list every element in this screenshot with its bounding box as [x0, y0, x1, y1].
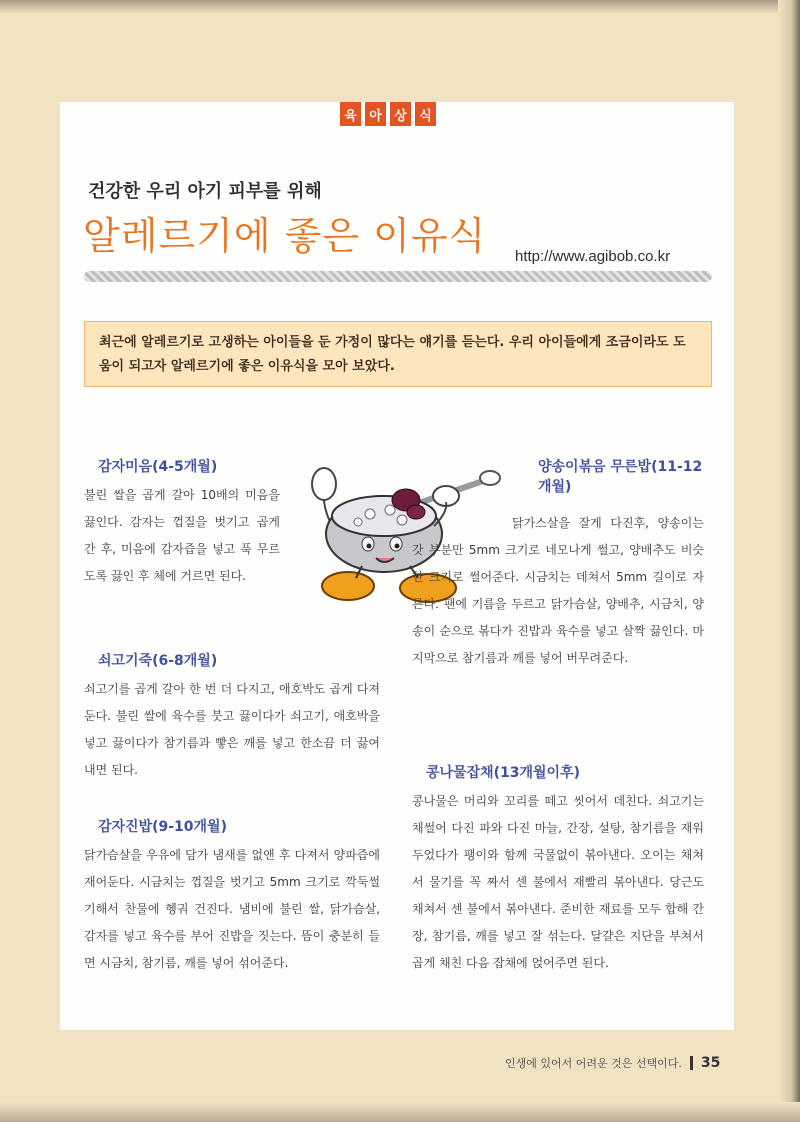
recipe-section — [508, 456, 704, 502]
footer-divider — [690, 1056, 693, 1070]
page-number: 35 — [700, 1055, 721, 1071]
category-tag-char: 상 — [390, 102, 411, 126]
article-title: 알레르기에 좋은 이유식 — [83, 214, 487, 258]
footer-slogan: 인생에 있어서 어려운 것은 선택이다. — [505, 1057, 682, 1070]
category-tag-char: 육 — [340, 102, 361, 126]
article-subtitle: 건강한 우리 아기 피부를 위해 — [88, 181, 322, 202]
recipe-body: 콩나물은 머리와 꼬리를 떼고 씻어서 데친다. 쇠고기는 채썰어 다진 파와 다진 마늘, 간장, 설탕, 참기름을 재워 두었다가 팽이와 함께 국물없이 볶아낸다. 오이는 채쳐서 물기를 꼭 짜서 센 불에서 재빨리 볶아낸다. 당근도 채쳐서 센 불에서 볶아낸다. 준비한 재료를 모두 합해 간장, 참기름, 깨를 넣고 잘 섞는다. 달걀은 지단을 부쳐서 곱게 채친 다음 잡채에 얹어주면 된다. — [412, 794, 704, 970]
recipe-section — [84, 650, 380, 784]
source-url[interactable]: http://www.agibob.co.kr — [515, 248, 671, 265]
category-tag — [340, 102, 436, 126]
recipe-section — [84, 456, 280, 590]
recipe-body: 불린 쌀을 곱게 갈아 10배의 미음을 끓인다. 감자는 껍질을 벗기고 곱게 간 후, 미음에 감자즙을 넣고 푹 무르도록 끓인 후 체에 거르면 된다. — [84, 488, 280, 583]
scan-edge-bottom — [0, 1102, 800, 1122]
category-tag-char: 아 — [365, 102, 386, 126]
recipe-body: 쇠고기를 곱게 갈아 한 번 더 다지고, 애호박도 곱게 다져둔다. 불린 쌀에 육수를 붓고 끓이다가 쇠고기, 애호박을 넣고 끓이다가 참기름과 빻은 깨를 넣고 한소끔 더 끓여내면 된다. — [84, 682, 380, 777]
recipe-title: 양송이볶음 무른밥(11-12개월) — [538, 459, 703, 495]
category-tag-char: 식 — [415, 102, 436, 126]
recipe-title: 콩나물잡채(13개월이후) — [426, 765, 580, 781]
scan-edge-right — [778, 0, 800, 1122]
recipe-title: 쇠고기죽(6-8개월) — [98, 653, 218, 669]
recipe-body: 닭가스살을 잘게 다진후, 양송이는 갓 부분만 5mm 크기로 네모나게 썰고, 양배추도 비슷한 크기로 썰어준다. 시금치는 데쳐서 5mm 길이로 자른다. 팬에 기름을 두르고 닭가슴살, 양배추, 시금치, 양송이 순으로 볶다가 진밥과 육수를 넣고 살짝 끓인다. 마지막으로 참기름과 깨를 넣어 버무려준다. — [412, 516, 704, 665]
scan-edge-top — [0, 0, 800, 14]
recipe-title: 감자진밥(9-10개월) — [98, 819, 227, 835]
recipe-section — [412, 762, 704, 977]
recipe-title: 감자미음(4-5개월) — [98, 459, 218, 475]
intro-text: 최근에 알레르기로 고생하는 아이들을 둔 가정이 많다는 얘기를 듣는다. 우리 아이들에게 조금이라도 도움이 되고자 알레르기에 좋은 이유식을 모아 보았다. — [99, 335, 686, 374]
recipe-section — [84, 816, 380, 977]
intro-box — [84, 321, 712, 387]
recipe-body: 닭가슴살을 우유에 담가 냄새를 없앤 후 다져서 양파즙에 재어둔다. 시금치는 껍질을 벗기고 5mm 크기로 깍둑썰기해서 찬물에 헹궈 건진다. 냄비에 불린 쌀, 닭가슴살, 감자를 넣고 육수를 부어 진밥을 짓는다. 뜸이 충분히 들면 시금치, 참기름, 깨를 넣어 섞어준다. — [84, 848, 380, 970]
page-footer — [505, 1055, 720, 1071]
recipe-section-body — [412, 510, 704, 672]
divider-stripe — [84, 271, 712, 282]
